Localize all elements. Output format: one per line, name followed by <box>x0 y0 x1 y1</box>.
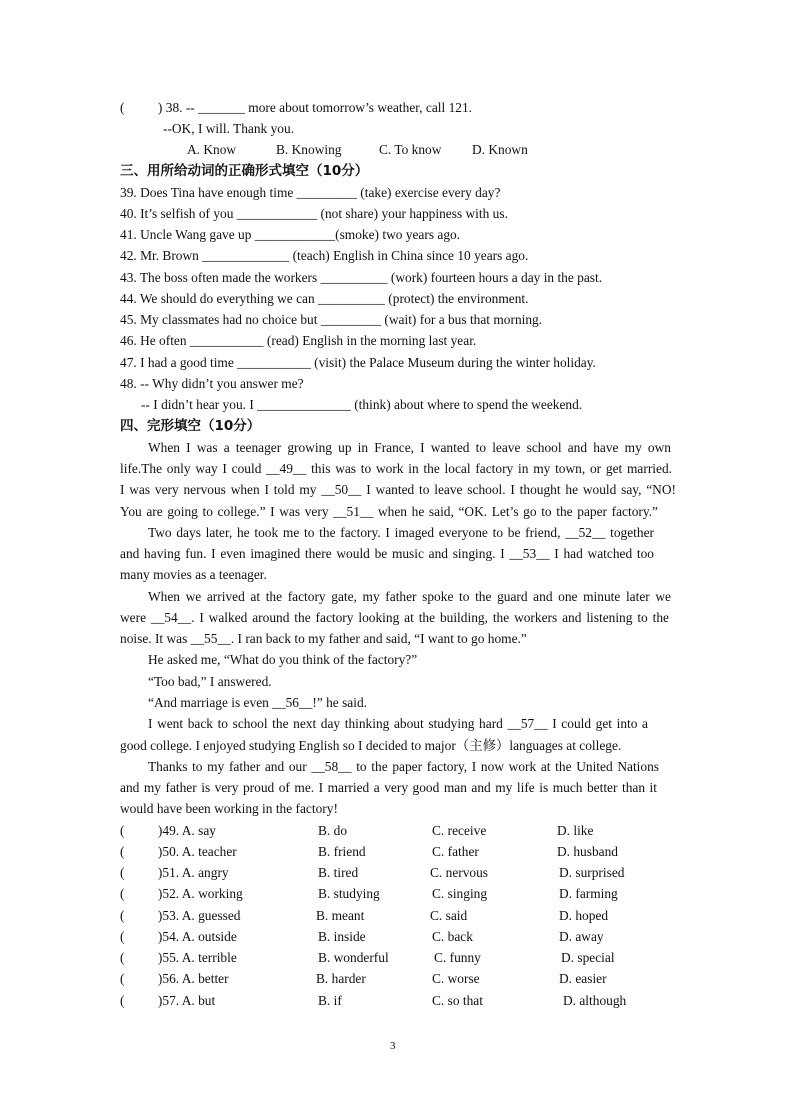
section3-heading: 三、用所给动词的正确形式填空（10分） <box>120 163 369 179</box>
passage-line: life.The only way I could __49__ this was to work in the local factory in my town, or get married. <box>120 461 672 476</box>
section4-heading: 四、完形填空（10分） <box>120 418 261 434</box>
q48-answer: -- I didn’t hear you. I ______________ (think) about where to spend the weekend. <box>141 397 583 412</box>
choice-56-c: C. worse <box>432 971 480 986</box>
choice-54-b: B. inside <box>318 929 366 944</box>
choice-51-d: D. surprised <box>559 865 625 880</box>
q47: 47. I had a good time ___________ (visit) the Palace Museum during the winter holiday. <box>120 355 596 370</box>
passage-line: would have been working in the factory! <box>120 801 338 816</box>
passage-line: He asked me, “What do you think of the factory?” <box>148 652 418 667</box>
choice-53-b: B. meant <box>316 908 365 923</box>
choice-row-51: ( )51. A. angry <box>120 865 229 880</box>
choice-49-c: C. receive <box>432 823 487 838</box>
page-number: 3 <box>390 1040 396 1052</box>
choice-49-d: D. like <box>557 823 594 838</box>
choice-51-b: B. tired <box>318 865 359 880</box>
passage-line: When we arrived at the factory gate, my father spoke to the guard and one minute later we <box>148 589 671 604</box>
passage-line: When I was a teenager growing up in France, I wanted to leave school and have my own <box>148 440 671 455</box>
passage-line: Thanks to my father and our __58__ to the paper factory, I now work at the United Nations <box>148 759 659 774</box>
q44: 44. We should do everything we can __________ (protect) the environment. <box>120 291 529 306</box>
choice-52-b: B. studying <box>318 886 380 901</box>
choice-row-55: ( )55. A. terrible <box>120 950 237 965</box>
passage-line: noise. It was __55__. I ran back to my father and said, “I want to go home.” <box>120 631 527 646</box>
q38-option-b: B. Knowing <box>276 142 342 157</box>
q38-option-d: D. Known <box>472 142 528 157</box>
choice-50-d: D. husband <box>557 844 618 859</box>
q38-option-a: A. Know <box>187 142 237 157</box>
passage-line: I was very nervous when I told my __50__ I wanted to leave school. I thought he would say, “NO! <box>120 482 676 497</box>
passage-line: were __54__. I walked around the factory looking at the building, the workers and listening to the <box>120 610 669 625</box>
q46: 46. He often ___________ (read) English in the morning last year. <box>120 333 477 348</box>
choice-57-d: D. although <box>563 993 627 1008</box>
choice-57-c: C. so that <box>432 993 483 1008</box>
choice-49-b: B. do <box>318 823 348 838</box>
q45: 45. My classmates had no choice but _________ (wait) for a bus that morning. <box>120 312 543 327</box>
q42: 42. Mr. Brown _____________ (teach) English in China since 10 years ago. <box>120 248 529 263</box>
passage-line: and my father is very proud of me. I married a very good man and my life is much better than it <box>120 780 657 795</box>
passage-line: “And marriage is even __56__!” he said. <box>148 695 368 710</box>
choice-54-d: D. away <box>559 929 604 944</box>
choice-row-50: ( )50. A. teacher <box>120 844 237 859</box>
choice-row-52: ( )52. A. working <box>120 886 243 901</box>
choice-52-c: C. singing <box>432 886 488 901</box>
q41: 41. Uncle Wang gave up ____________(smoke) two years ago. <box>120 227 461 242</box>
choice-52-d: D. farming <box>559 886 618 901</box>
passage-line: Two days later, he took me to the factory. I imaged everyone to be friend, __52__ together <box>148 525 654 540</box>
choice-53-c: C. said <box>430 908 468 923</box>
choice-row-57: ( )57. A. but <box>120 993 216 1008</box>
passage-line: many movies as a teenager. <box>120 567 267 582</box>
choice-54-c: C. back <box>432 929 473 944</box>
passage-line: and having fun. I even imagined there would be music and singing. I __53__ I had watched too <box>120 546 654 561</box>
choice-55-d: D. special <box>561 950 615 965</box>
passage-line: You are going to college.” I was very __51__ when he said, “OK. Let’s go to the paper factory.” <box>120 504 658 519</box>
passage-line: I went back to school the next day thinking about studying hard __57__ I could get into a <box>148 716 648 731</box>
q39: 39. Does Tina have enough time _________ (take) exercise every day? <box>120 185 501 200</box>
passage-line: “Too bad,” I answered. <box>148 674 272 689</box>
choice-row-49: ( )49. A. say <box>120 823 216 838</box>
q38-stem: ( ) 38. -- _______ more about tomorrow’s weather, call 121. <box>120 100 473 115</box>
choice-row-54: ( )54. A. outside <box>120 929 237 944</box>
q38-reply: --OK, I will. Thank you. <box>163 121 295 136</box>
q43: 43. The boss often made the workers __________ (work) fourteen hours a day in the past. <box>120 270 603 285</box>
choice-55-c: C. funny <box>434 950 481 965</box>
choice-51-c: C. nervous <box>430 865 489 880</box>
q40: 40. It’s selfish of you ____________ (not share) your happiness with us. <box>120 206 508 221</box>
choice-55-b: B. wonderful <box>318 950 389 965</box>
choice-row-56: ( )56. A. better <box>120 971 229 986</box>
choice-56-d: D. easier <box>559 971 607 986</box>
passage-line: good college. I enjoyed studying English so I decided to major（主修）languages at college. <box>120 738 622 753</box>
choice-50-c: C. father <box>432 844 479 859</box>
q48-question: 48. -- Why didn’t you answer me? <box>120 376 304 391</box>
choice-57-b: B. if <box>318 993 342 1008</box>
choice-53-d: D. hoped <box>559 908 609 923</box>
choice-row-53: ( )53. A. guessed <box>120 908 241 923</box>
q38-option-c: C. To know <box>379 142 442 157</box>
choice-56-b: B. harder <box>316 971 366 986</box>
choice-50-b: B. friend <box>318 844 366 859</box>
